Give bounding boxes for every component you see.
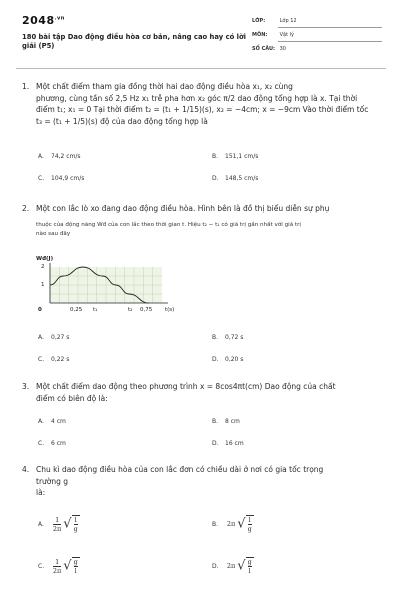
option-a[interactable]	[38, 418, 66, 425]
graph-y-label: Wđ(J)	[36, 256, 54, 262]
option-letter: D.	[212, 562, 219, 570]
option-c[interactable]	[38, 356, 69, 363]
option-letter: A.	[38, 418, 44, 425]
sqrt-numerator: g	[247, 558, 252, 566]
question-4	[22, 464, 384, 499]
formula-prefix: 2π	[226, 562, 236, 570]
fraction-numerator: 1	[53, 516, 61, 525]
question-3	[22, 381, 384, 404]
option-text: 0,27 s	[51, 334, 70, 341]
meta-subject-key: MÔN:	[252, 32, 268, 38]
option-b[interactable]	[212, 153, 258, 160]
meta-class-key: LỚP:	[252, 18, 266, 24]
question-text-line: Chu kì dao động điều hòa của con lắc đơn có chiều dài ở nơi có gia tốc trọng	[36, 465, 324, 474]
option-b[interactable]	[212, 334, 243, 341]
option-letter: C.	[38, 440, 45, 447]
option-a[interactable]	[38, 334, 69, 341]
option-text: 4 cm	[51, 418, 66, 425]
meta-class	[252, 18, 382, 24]
meta-count-value: 30	[279, 46, 286, 52]
x-tick-label: 0,25	[70, 307, 83, 313]
sqrt-numerator: g	[73, 558, 78, 566]
question-text-line: điểm t₁; x₁ = 0 Tại thời điểm t₂ = (t₁ + 1/15)(s), x₂ = −4cm; x = −9cm Vào thời điểm tốc	[36, 105, 369, 114]
meta-divider	[278, 41, 382, 42]
option-text: 151,1 cm/s	[225, 153, 259, 160]
site-logo[interactable]	[22, 14, 65, 27]
question-text-line: t₃ = (t₁ + 1/5)(s) độ của dao động tổng hợp là	[36, 116, 208, 126]
option-letter: C.	[38, 356, 45, 363]
graph-x-label: t(s)	[165, 307, 175, 313]
sqrt-symbol: √	[237, 558, 246, 574]
question-number: 4.	[22, 465, 30, 474]
graph-grid	[50, 267, 162, 303]
option-letter: B.	[212, 520, 219, 528]
option-a[interactable]	[38, 153, 81, 160]
sqrt-denominator: l	[74, 567, 77, 575]
fraction-numerator: 1	[53, 558, 61, 567]
option-text: 16 cm	[225, 440, 244, 447]
option-text: 0,22 s	[51, 356, 70, 363]
option-d[interactable]	[212, 356, 243, 363]
meta-subject-value: Vật lý	[279, 32, 294, 38]
worksheet-title: 180 bài tập Dao động điều hòa cơ bản, nâng cao hay có lời giải (P5)	[22, 33, 246, 50]
meta-class-value: Lớp 12	[279, 18, 297, 24]
formula-sqrt	[237, 515, 253, 533]
question-text-line: Một chất điểm tham gia đồng thời hai dao động điều hòa x₁, x₂ cùng	[36, 82, 293, 91]
option-letter: B.	[212, 418, 219, 425]
sqrt-symbol: √	[63, 516, 72, 532]
sqrt-denominator: g	[247, 525, 252, 533]
meta-subject	[252, 32, 382, 38]
option-text: 148,5 cm/s	[225, 175, 259, 182]
option-text: 104,9 cm/s	[51, 175, 85, 182]
option-letter: D.	[212, 356, 219, 363]
formula-sqrt	[237, 557, 253, 575]
option-d[interactable]	[212, 440, 244, 447]
option-a[interactable]	[38, 515, 80, 533]
option-letter: A.	[38, 334, 44, 341]
formula-fraction	[53, 516, 61, 533]
x-tick-label: 0	[38, 307, 42, 313]
option-letter: A.	[38, 520, 44, 528]
question-number: 2.	[22, 204, 30, 213]
option-text: 0,20 s	[225, 356, 244, 363]
option-c[interactable]	[38, 440, 66, 447]
option-d[interactable]	[212, 175, 258, 182]
meta-count-key: SỐ CÂU:	[252, 46, 276, 52]
sqrt-numerator: l	[74, 516, 77, 524]
question-number: 1.	[22, 82, 30, 91]
y-tick-label: 2	[41, 264, 45, 270]
option-text: 6 cm	[51, 440, 66, 447]
option-letter: B.	[212, 334, 219, 341]
x-tick-label: t₂	[128, 307, 133, 313]
option-letter: C.	[38, 175, 45, 182]
question-text-line: Một con lắc lò xo đang dao động điều hòa. Hình bên là đồ thị biểu diễn sự phụ	[36, 204, 330, 213]
option-b[interactable]	[212, 515, 254, 533]
formula-fraction	[53, 558, 61, 575]
header-divider	[16, 68, 386, 69]
formula-prefix: 2π	[226, 520, 236, 528]
formula-sqrt	[63, 557, 79, 575]
option-b[interactable]	[212, 418, 240, 425]
question-text-line: trường g	[36, 476, 69, 486]
option-c[interactable]	[38, 175, 84, 182]
kinetic-energy-graph	[36, 255, 186, 315]
option-letter: B.	[212, 153, 219, 160]
sqrt-symbol: √	[63, 558, 72, 574]
question-text-line: điểm có biên độ là:	[36, 393, 108, 403]
question-text-line: phương, cùng tần số 2,5 Hz x₁ trễ pha hơn x₂ góc π/2 dao động tổng hợp là x. Tại thời	[36, 93, 358, 103]
x-tick-label: 0,75	[140, 307, 153, 313]
option-letter: C.	[38, 562, 45, 570]
meta-divider	[278, 27, 382, 28]
question-1	[22, 81, 384, 127]
question-text-line: Một chất điểm dao động theo phương trình x = 8cos4πt(cm) Dao động của chất	[36, 382, 336, 391]
option-text: 0,72 s	[225, 334, 244, 341]
question-text-line: là:	[36, 488, 46, 497]
option-letter: D.	[212, 440, 219, 447]
fraction-denominator: 2π	[52, 566, 62, 575]
sqrt-denominator: l	[248, 567, 251, 575]
option-text: 8 cm	[225, 418, 240, 425]
question-2	[22, 203, 384, 239]
question-number: 3.	[22, 382, 30, 391]
fraction-denominator: 2π	[52, 524, 62, 533]
option-c[interactable]	[38, 557, 80, 575]
option-d[interactable]	[212, 557, 254, 575]
formula-sqrt	[63, 515, 79, 533]
question-text-line: thuộc của động năng Wđ của con lắc theo thời gian t. Hiệu t₂ − t₁ có giá trị gần nhất với giá trị	[36, 221, 301, 228]
meta-count	[252, 46, 382, 52]
logo-text: 2048	[22, 14, 55, 27]
y-tick-label: 1	[41, 282, 45, 288]
sqrt-symbol: √	[237, 516, 246, 532]
sqrt-denominator: g	[73, 525, 78, 533]
logo-suffix: .vn	[54, 15, 65, 22]
sqrt-numerator: l	[248, 516, 251, 524]
option-letter: D.	[212, 175, 219, 182]
option-letter: A.	[38, 153, 44, 160]
option-text: 74,2 cm/s	[51, 153, 81, 160]
question-text-line: nào sau đây	[36, 230, 71, 237]
x-tick-label: t₁	[93, 307, 98, 313]
